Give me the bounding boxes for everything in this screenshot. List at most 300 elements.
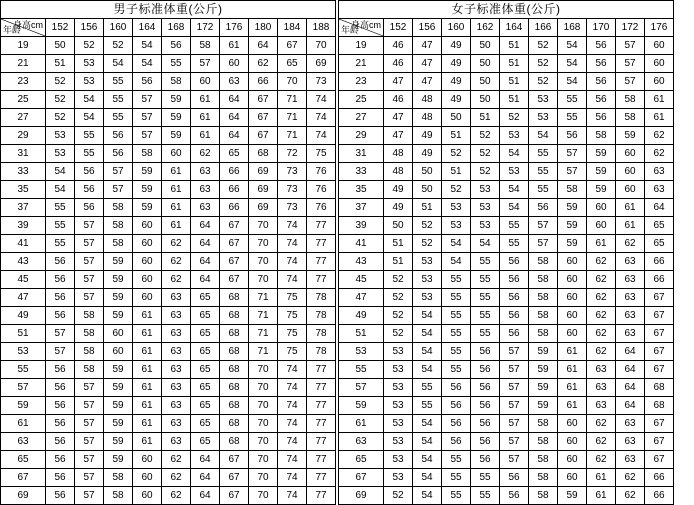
female-weight-cell: 54 (413, 487, 442, 505)
male-weight-cell: 57 (75, 235, 104, 253)
male-weight-cell: 57 (75, 289, 104, 307)
female-weight-cell: 56 (500, 289, 529, 307)
male-weight-cell: 55 (75, 127, 104, 145)
female-weight-cell: 56 (471, 379, 500, 397)
male-weight-cell: 60 (133, 271, 162, 289)
female-weight-cell: 62 (587, 271, 616, 289)
male-weight-cell: 59 (104, 253, 133, 271)
female-weight-cell: 61 (645, 91, 674, 109)
female-weight-cell: 56 (442, 415, 471, 433)
female-weight-cell: 55 (442, 451, 471, 469)
male-weight-cell: 63 (162, 307, 191, 325)
female-weight-cell: 52 (384, 487, 413, 505)
male-weight-cell: 77 (307, 271, 336, 289)
female-weight-cell: 50 (471, 55, 500, 73)
male-corner-header (1, 19, 46, 37)
female-weight-cell: 56 (471, 343, 500, 361)
male-weight-cell: 74 (307, 127, 336, 145)
male-weight-cell: 56 (46, 253, 75, 271)
female-weight-cell: 63 (616, 415, 645, 433)
female-weight-cell: 49 (413, 127, 442, 145)
female-weight-cell: 51 (442, 127, 471, 145)
male-weight-cell: 77 (307, 469, 336, 487)
female-weight-cell: 55 (442, 487, 471, 505)
male-weight-cell: 57 (46, 343, 75, 361)
male-weight-cell: 56 (46, 397, 75, 415)
female-weight-cell: 57 (500, 433, 529, 451)
male-weight-cell: 67 (220, 487, 249, 505)
female-weight-cell: 58 (529, 487, 558, 505)
female-weight-cell: 59 (558, 487, 587, 505)
male-weight-cell: 63 (162, 325, 191, 343)
male-weight-cell: 67 (220, 235, 249, 253)
male-weight-cell: 57 (75, 217, 104, 235)
male-weight-cell: 65 (191, 289, 220, 307)
male-weight-cell: 78 (307, 343, 336, 361)
female-weight-cell: 63 (645, 163, 674, 181)
male-weight-cell: 62 (162, 451, 191, 469)
male-weight-cell: 61 (191, 127, 220, 145)
male-weight-cell: 50 (46, 37, 75, 55)
male-weight-cell: 68 (249, 145, 278, 163)
table-row (1, 217, 336, 235)
male-weight-cell: 58 (104, 199, 133, 217)
female-weight-cell: 52 (529, 37, 558, 55)
female-weight-cell: 55 (529, 163, 558, 181)
female-weight-cell: 60 (558, 253, 587, 271)
table-row (1, 451, 336, 469)
male-weight-cell: 63 (162, 289, 191, 307)
female-weight-cell: 46 (384, 55, 413, 73)
female-weight-cell: 56 (558, 127, 587, 145)
male-weight-cell: 74 (307, 109, 336, 127)
male-weight-cell: 70 (249, 379, 278, 397)
table-row (339, 109, 674, 127)
female-age-cell: 47 (339, 289, 384, 307)
table-row (1, 145, 336, 163)
male-weight-cell: 55 (46, 235, 75, 253)
female-weight-cell: 55 (442, 343, 471, 361)
male-weight-cell: 59 (104, 271, 133, 289)
male-weight-cell: 57 (75, 397, 104, 415)
male-weight-cell: 70 (249, 253, 278, 271)
female-weight-cell: 62 (645, 127, 674, 145)
female-age-cell: 61 (339, 415, 384, 433)
female-weight-cell: 47 (413, 55, 442, 73)
male-weight-cell: 74 (278, 235, 307, 253)
female-age-cell: 25 (339, 91, 384, 109)
male-height-col-5: 172 (191, 19, 220, 37)
female-weight-cell: 60 (645, 73, 674, 91)
male-age-cell: 19 (1, 37, 46, 55)
male-weight-cell: 58 (75, 307, 104, 325)
male-weight-cell: 61 (220, 37, 249, 55)
male-weight-cell: 56 (46, 469, 75, 487)
male-header-row (1, 19, 336, 37)
male-weight-cell: 61 (162, 181, 191, 199)
female-weight-cell: 56 (500, 271, 529, 289)
male-weight-cell: 70 (249, 361, 278, 379)
male-weight-cell: 67 (278, 37, 307, 55)
female-weight-cell: 55 (471, 487, 500, 505)
male-weight-cell: 58 (191, 37, 220, 55)
table-row (339, 469, 674, 487)
female-weight-cell: 55 (442, 289, 471, 307)
female-age-cell: 45 (339, 271, 384, 289)
female-weight-cell: 60 (558, 289, 587, 307)
female-weight-cell: 52 (442, 181, 471, 199)
male-weight-cell: 76 (307, 181, 336, 199)
female-weight-cell: 59 (587, 163, 616, 181)
male-weight-cell: 77 (307, 235, 336, 253)
male-weight-cell: 55 (104, 91, 133, 109)
female-weight-cell: 63 (616, 289, 645, 307)
male-weight-cell: 69 (307, 55, 336, 73)
female-weight-cell: 57 (500, 451, 529, 469)
male-weight-cell: 55 (46, 199, 75, 217)
table-row (339, 361, 674, 379)
male-weight-cell: 70 (249, 487, 278, 505)
male-weight-cell: 68 (220, 379, 249, 397)
male-weight-cell: 54 (46, 181, 75, 199)
male-weight-cell: 74 (278, 217, 307, 235)
male-weight-cell: 55 (75, 145, 104, 163)
male-weight-cell: 55 (104, 73, 133, 91)
female-age-cell: 57 (339, 379, 384, 397)
male-weight-cell: 65 (191, 361, 220, 379)
male-weight-cell: 57 (133, 91, 162, 109)
male-weight-cell: 61 (133, 307, 162, 325)
male-weight-cell: 68 (220, 325, 249, 343)
table-row (1, 37, 336, 55)
male-weight-cell: 60 (104, 343, 133, 361)
female-weight-cell: 56 (587, 91, 616, 109)
female-weight-cell: 60 (616, 181, 645, 199)
female-weight-cell: 54 (500, 199, 529, 217)
male-weight-cell: 58 (162, 73, 191, 91)
male-age-cell: 27 (1, 109, 46, 127)
female-weight-cell: 61 (558, 361, 587, 379)
female-weight-cell: 53 (500, 163, 529, 181)
female-weight-cell: 56 (471, 397, 500, 415)
female-weight-cell: 63 (587, 379, 616, 397)
female-weight-cell: 58 (529, 451, 558, 469)
male-weight-cell: 65 (220, 145, 249, 163)
male-age-cell: 25 (1, 91, 46, 109)
table-row (339, 253, 674, 271)
male-weight-cell: 67 (220, 217, 249, 235)
male-weight-cell: 60 (191, 73, 220, 91)
male-weight-cell: 64 (220, 91, 249, 109)
female-age-cell: 31 (339, 145, 384, 163)
female-weight-cell: 58 (529, 415, 558, 433)
male-age-cell: 35 (1, 181, 46, 199)
female-weight-cell: 58 (529, 271, 558, 289)
male-weight-cell: 61 (162, 217, 191, 235)
male-weight-cell: 61 (133, 433, 162, 451)
table-row (1, 181, 336, 199)
male-weight-cell: 56 (75, 199, 104, 217)
female-weight-cell: 59 (558, 235, 587, 253)
male-weight-cell: 74 (278, 271, 307, 289)
female-weight-cell: 50 (442, 109, 471, 127)
female-weight-cell: 56 (529, 199, 558, 217)
female-weight-cell: 55 (471, 325, 500, 343)
table-row (1, 91, 336, 109)
female-weight-cell: 63 (616, 433, 645, 451)
female-weight-cell: 60 (558, 415, 587, 433)
female-weight-cell: 53 (413, 289, 442, 307)
female-weight-cell: 53 (471, 181, 500, 199)
male-age-cell: 43 (1, 253, 46, 271)
male-weight-cell: 67 (220, 451, 249, 469)
female-age-cell: 59 (339, 397, 384, 415)
male-weight-cell: 69 (249, 163, 278, 181)
female-weight-cell: 67 (645, 415, 674, 433)
female-weight-cell: 60 (558, 271, 587, 289)
table-row (339, 289, 674, 307)
male-weight-cell: 70 (249, 397, 278, 415)
table-row (1, 235, 336, 253)
female-weight-cell: 60 (558, 325, 587, 343)
male-weight-cell: 59 (162, 127, 191, 145)
female-height-col-5: 166 (529, 19, 558, 37)
female-weight-cell: 56 (471, 415, 500, 433)
female-weight-cell: 55 (529, 145, 558, 163)
male-weight-cell: 56 (75, 163, 104, 181)
female-weight-cell: 55 (471, 289, 500, 307)
female-weight-cell: 62 (587, 451, 616, 469)
female-weight-cell: 58 (616, 91, 645, 109)
female-weight-cell: 51 (500, 91, 529, 109)
male-weight-cell: 62 (162, 469, 191, 487)
male-age-cell: 21 (1, 55, 46, 73)
female-age-cell: 69 (339, 487, 384, 505)
female-weight-cell: 64 (645, 199, 674, 217)
male-weight-cell: 64 (191, 487, 220, 505)
female-weight-cell: 54 (413, 343, 442, 361)
male-weight-cell: 51 (46, 55, 75, 73)
male-weight-cell: 65 (191, 325, 220, 343)
female-weight-cell: 55 (500, 235, 529, 253)
male-weight-cell: 56 (46, 379, 75, 397)
table-row (1, 307, 336, 325)
male-weight-cell: 74 (278, 433, 307, 451)
female-weight-cell: 52 (471, 163, 500, 181)
female-weight-cell: 48 (384, 163, 413, 181)
female-weight-cell: 46 (384, 37, 413, 55)
male-weight-cell: 70 (249, 433, 278, 451)
male-weight-cell: 70 (249, 235, 278, 253)
male-weight-cell: 59 (133, 199, 162, 217)
female-weight-cell: 56 (500, 487, 529, 505)
female-weight-cell: 47 (413, 73, 442, 91)
male-weight-cell: 63 (162, 361, 191, 379)
male-weight-cell: 63 (191, 199, 220, 217)
female-weight-cell: 57 (616, 73, 645, 91)
female-age-cell: 37 (339, 199, 384, 217)
table-row (339, 55, 674, 73)
table-row (1, 415, 336, 433)
male-height-label: 身高cm (13, 20, 43, 30)
male-weight-cell: 67 (220, 253, 249, 271)
table-row (339, 325, 674, 343)
male-weight-cell: 56 (75, 181, 104, 199)
male-weight-cell: 72 (278, 145, 307, 163)
female-weight-cell: 58 (529, 325, 558, 343)
male-weight-cell: 70 (249, 415, 278, 433)
female-weight-cell: 54 (471, 235, 500, 253)
female-weight-cell: 58 (529, 307, 558, 325)
male-weight-cell: 62 (162, 271, 191, 289)
female-weight-cell: 61 (587, 469, 616, 487)
female-weight-cell: 62 (587, 433, 616, 451)
female-weight-cell: 55 (558, 91, 587, 109)
male-title-row (1, 1, 336, 19)
female-weight-cell: 63 (616, 253, 645, 271)
female-weight-cell: 51 (442, 163, 471, 181)
male-weight-cell: 61 (162, 163, 191, 181)
female-weight-cell: 56 (471, 451, 500, 469)
male-weight-cell: 74 (278, 469, 307, 487)
table-row (1, 433, 336, 451)
male-weight-cell: 58 (104, 217, 133, 235)
female-height-col-1: 156 (413, 19, 442, 37)
male-weight-cell: 54 (75, 91, 104, 109)
female-weight-cell: 62 (616, 469, 645, 487)
female-weight-cell: 56 (587, 37, 616, 55)
female-weight-cell: 53 (384, 379, 413, 397)
male-weight-cell: 53 (75, 73, 104, 91)
male-weight-cell: 68 (220, 415, 249, 433)
male-weight-cell: 56 (46, 433, 75, 451)
male-height-col-0: 152 (46, 19, 75, 37)
female-height-col-0: 152 (384, 19, 413, 37)
female-weight-cell: 53 (384, 397, 413, 415)
male-weight-cell: 68 (220, 397, 249, 415)
male-age-cell: 65 (1, 451, 46, 469)
female-weight-cell: 61 (558, 397, 587, 415)
male-weight-cell: 55 (104, 109, 133, 127)
male-weight-cell: 54 (46, 163, 75, 181)
male-weight-cell: 67 (249, 109, 278, 127)
male-weight-cell: 66 (220, 199, 249, 217)
male-weight-cell: 62 (162, 235, 191, 253)
male-weight-cell: 56 (46, 361, 75, 379)
female-weight-cell: 61 (587, 487, 616, 505)
female-weight-cell: 55 (471, 253, 500, 271)
male-age-cell: 53 (1, 343, 46, 361)
male-weight-cell: 58 (133, 145, 162, 163)
table-row (339, 91, 674, 109)
female-weight-cell: 50 (471, 73, 500, 91)
female-weight-cell: 60 (616, 163, 645, 181)
male-weight-cell: 75 (278, 343, 307, 361)
male-age-cell: 59 (1, 397, 46, 415)
male-age-cell: 67 (1, 469, 46, 487)
male-weight-cell: 64 (220, 109, 249, 127)
female-age-cell: 39 (339, 217, 384, 235)
female-weight-cell: 49 (384, 181, 413, 199)
female-height-col-3: 162 (471, 19, 500, 37)
female-weight-cell: 54 (413, 325, 442, 343)
male-height-col-1: 156 (75, 19, 104, 37)
female-weight-cell: 59 (529, 379, 558, 397)
female-weight-cell: 49 (442, 73, 471, 91)
male-weight-cell: 56 (46, 415, 75, 433)
female-weight-cell: 48 (413, 109, 442, 127)
female-weight-cell: 62 (616, 235, 645, 253)
female-age-cell: 29 (339, 127, 384, 145)
female-weight-cell: 55 (413, 379, 442, 397)
male-height-col-7: 180 (249, 19, 278, 37)
table-row (339, 433, 674, 451)
male-weight-cell: 55 (162, 55, 191, 73)
female-weight-cell: 53 (442, 199, 471, 217)
male-weight-cell: 62 (249, 55, 278, 73)
female-weight-cell: 54 (558, 37, 587, 55)
male-weight-cell: 58 (75, 325, 104, 343)
male-weight-cell: 58 (104, 487, 133, 505)
male-weight-cell: 59 (133, 181, 162, 199)
male-age-label: 年龄 (3, 25, 22, 35)
female-weight-cell: 56 (442, 433, 471, 451)
male-weight-cell: 61 (133, 343, 162, 361)
female-weight-cell: 51 (413, 199, 442, 217)
male-weight-cell: 67 (249, 91, 278, 109)
male-weight-cell: 78 (307, 325, 336, 343)
female-weight-cell: 66 (645, 469, 674, 487)
female-height-col-7: 170 (587, 19, 616, 37)
female-weight-cell: 55 (413, 397, 442, 415)
male-weight-cell: 71 (249, 343, 278, 361)
female-weight-cell: 60 (587, 217, 616, 235)
female-weight-cell: 57 (500, 361, 529, 379)
female-weight-cell: 63 (587, 361, 616, 379)
table-row (339, 235, 674, 253)
table-row (1, 55, 336, 73)
male-weight-cell: 56 (104, 145, 133, 163)
male-weight-cell: 77 (307, 361, 336, 379)
female-weight-cell: 56 (587, 109, 616, 127)
female-weight-cell: 51 (500, 73, 529, 91)
male-weight-cell: 52 (104, 37, 133, 55)
female-weight-cell: 63 (645, 181, 674, 199)
table-row (339, 379, 674, 397)
female-table-body (339, 37, 674, 505)
female-weight-cell: 67 (645, 361, 674, 379)
male-weight-cell: 56 (133, 73, 162, 91)
male-weight-cell: 57 (75, 451, 104, 469)
female-weight-cell: 50 (413, 163, 442, 181)
male-age-cell: 55 (1, 361, 46, 379)
female-weight-cell: 59 (587, 181, 616, 199)
female-weight-cell: 66 (645, 253, 674, 271)
male-weight-cell: 66 (220, 181, 249, 199)
male-weight-cell: 68 (220, 307, 249, 325)
male-weight-cell: 65 (191, 379, 220, 397)
male-weight-cell: 52 (46, 91, 75, 109)
male-weight-cell: 54 (75, 109, 104, 127)
female-weight-cell: 67 (645, 343, 674, 361)
male-weight-cell: 56 (46, 451, 75, 469)
female-age-cell: 19 (339, 37, 384, 55)
male-weight-cell: 74 (278, 415, 307, 433)
male-age-cell: 41 (1, 235, 46, 253)
female-weight-cell: 56 (500, 253, 529, 271)
female-weight-cell: 60 (587, 199, 616, 217)
male-weight-cell: 60 (133, 451, 162, 469)
